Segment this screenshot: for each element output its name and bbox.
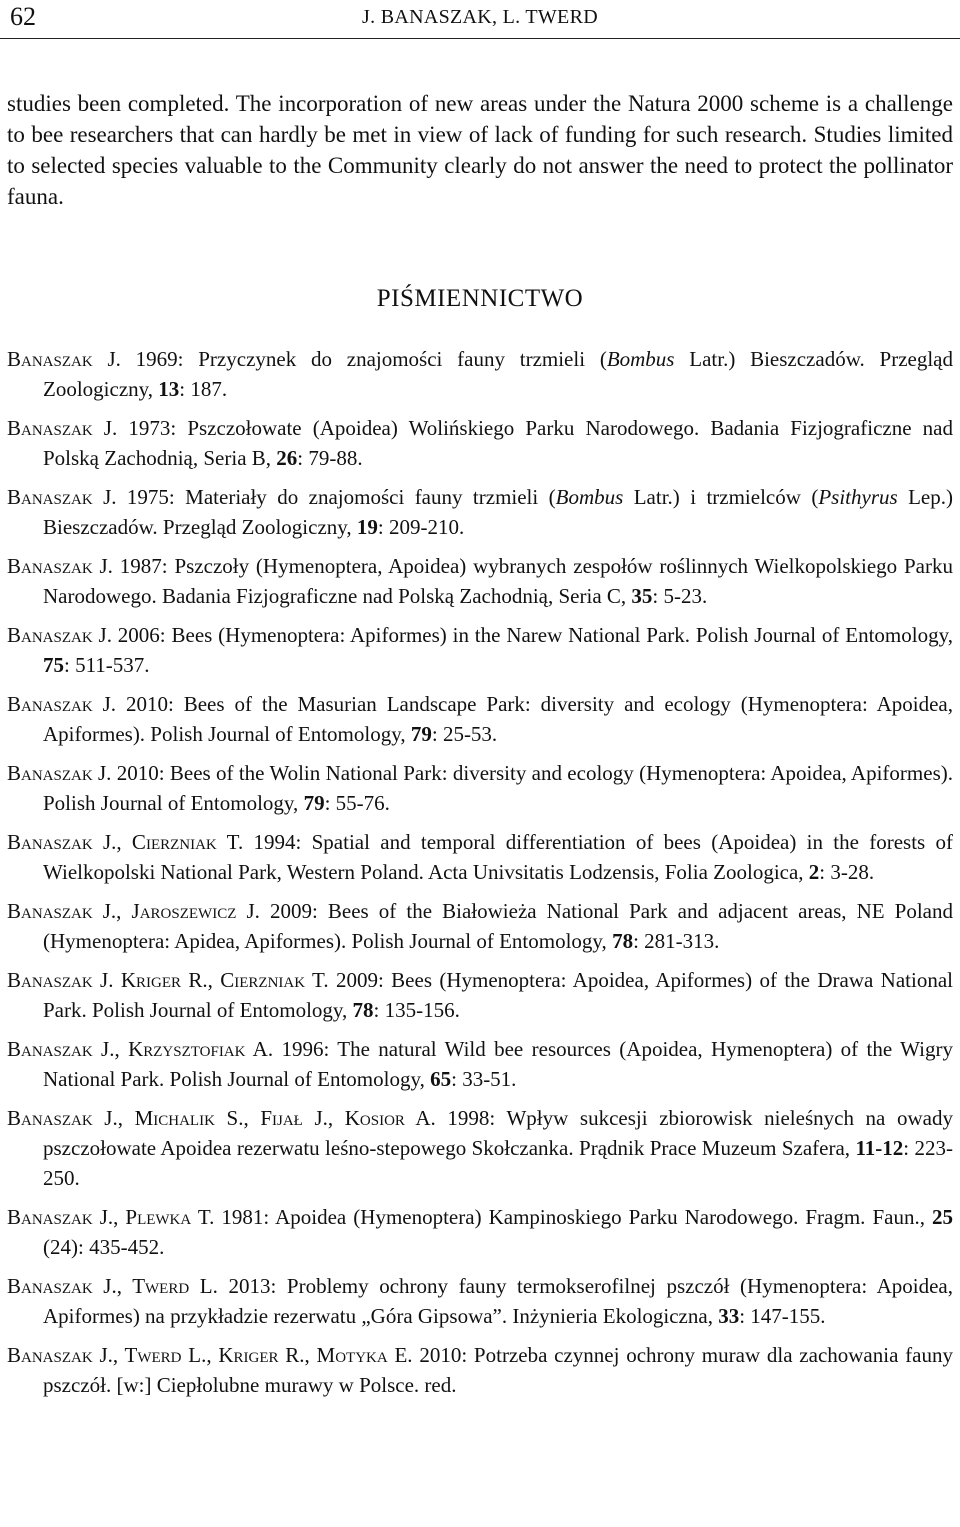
- reference-item: [7, 1034, 953, 1094]
- volume-number: 79: [410, 722, 432, 746]
- reference-text: : 5-23.: [652, 584, 708, 608]
- reference-text: : 223-250.: [43, 1136, 954, 1190]
- reference-text: 1994: Spatial and temporal differentiation of bees (Apoidea) in the forests of Wielkopolski National Park, Western Poland. Acta Univsitatis Lodzensis, Folia Zoologica,: [43, 830, 953, 884]
- reference-text: : 55-76.: [324, 791, 390, 815]
- reference-text: : 511-537.: [64, 653, 150, 677]
- reference-text: : 135-156.: [373, 998, 460, 1022]
- reference-authors: Banaszak J.: [7, 485, 117, 509]
- reference-item: [7, 482, 953, 542]
- reference-item: [7, 827, 953, 887]
- reference-item: [7, 551, 953, 611]
- reference-text: : 187.: [179, 377, 228, 401]
- volume-number: 79: [303, 791, 325, 815]
- reference-text: Lep.) Bieszczadów. Przegląd Zoologiczny,: [43, 485, 953, 539]
- reference-text: 1973: Pszczołowate (Apoidea) Wolińskiego Parku Narodowego. Badania Fizjograficzne nad Polską Zachodnią, Seria B,: [43, 416, 953, 470]
- reference-list: [7, 344, 953, 1409]
- reference-text: 2010: Potrzeba czynnej ochrony muraw dla zachowania fauny pszczół. [w:] Ciepłolubne murawy w Polsce. red.: [43, 1343, 953, 1397]
- reference-text: Latr.) i trzmielców (: [623, 485, 819, 509]
- volume-number: 78: [352, 998, 374, 1022]
- reference-item: [7, 1103, 953, 1193]
- taxon-name: Psithyrus: [818, 485, 898, 509]
- reference-item: [7, 1340, 953, 1400]
- reference-text: 2006: Bees (Hymenoptera: Apiformes) in the Narew National Park. Polish Journal of Entomology,: [111, 623, 953, 647]
- reference-text: : 147-155.: [739, 1304, 826, 1328]
- reference-item: [7, 620, 953, 680]
- taxon-name: Bombus: [555, 485, 624, 509]
- reference-item: [7, 1202, 953, 1262]
- reference-item: [7, 758, 953, 818]
- reference-item: [7, 689, 953, 749]
- reference-authors: Banaszak J., Plewka T.: [7, 1205, 215, 1229]
- volume-number: 35: [631, 584, 653, 608]
- volume-number: 75: [43, 653, 64, 677]
- volume-number: 13: [158, 377, 180, 401]
- reference-authors: Banaszak J., Twerd L., Kriger R., Motyka E.: [7, 1343, 413, 1367]
- reference-text: : 79-88.: [297, 446, 363, 470]
- reference-text: : 33-51.: [451, 1067, 517, 1091]
- reference-authors: Banaszak J., Krzysztofiak A.: [7, 1037, 274, 1061]
- reference-text: 1987: Pszczoły (Hymenoptera, Apoidea) wybranych zespołów roślinnych Wielkopolskiego Parku Narodowego. Badania Fizjograficzne nad Polską Zachodnią, Seria C,: [43, 554, 953, 608]
- volume-number: 25: [931, 1205, 953, 1229]
- reference-text: 1996: The natural Wild bee resources (Apoidea, Hymenoptera) of the Wigry National Park. Polish Journal of Entomology,: [43, 1037, 953, 1091]
- reference-item: [7, 344, 953, 404]
- running-title: J. BANASZAK, L. TWERD: [362, 6, 598, 28]
- reference-text: : 3-28.: [819, 860, 875, 884]
- intro-paragraph: studies been completed. The incorporation of new areas under the Natura 2000 scheme is a challenge to bee researchers that can hardly be met in view of lack of funding for such research. Studies limited to selected species valuable to the Community clearly do not answer the need to protect the pollinator fauna.: [7, 91, 953, 209]
- reference-text: 2013: Problemy ochrony fauny termokserofilnej pszczół (Hymenoptera: Apoidea, Apiformes) na przykładzie rezerwatu „Góra Gipsowa”. Inżynieria Ekologiczna,: [43, 1274, 954, 1328]
- reference-authors: Banaszak J., Twerd L.: [7, 1274, 218, 1298]
- reference-authors: Banaszak J., Michalik S., Fijał J., Kosior A.: [7, 1106, 436, 1130]
- reference-authors: Banaszak J.: [7, 692, 117, 716]
- reference-item: [7, 896, 953, 956]
- reference-text: 2010: Bees of the Masurian Landscape Park: diversity and ecology (Hymenoptera: Apoidea, Apiformes). Polish Journal of Entomology,: [43, 692, 953, 746]
- section-title: PIŚMIENNICTWO: [376, 285, 584, 312]
- volume-number: 26: [276, 446, 298, 470]
- reference-text: 1969: Przyczynek do znajomości fauny trzmieli (: [120, 347, 607, 371]
- volume-number: 19: [356, 515, 378, 539]
- reference-authors: Banaszak J.: [7, 623, 112, 647]
- reference-text: 2009: Bees of the Białowieża National Park and adjacent areas, NE Poland (Hymenoptera: Apidea, Apiformes). Polish Journal of Entomology,: [43, 899, 953, 953]
- volume-number: 33: [718, 1304, 740, 1328]
- reference-text: Latr.) Bieszczadów. Przegląd Zoologiczny,: [43, 347, 953, 401]
- reference-authors: Banaszak J., Cierzniak T.: [7, 830, 244, 854]
- reference-text: (24): 435-452.: [43, 1235, 165, 1259]
- volume-number: 65: [430, 1067, 452, 1091]
- reference-text: 1975: Materiały do znajomości fauny trzmieli (: [116, 485, 556, 509]
- reference-text: : 281-313.: [633, 929, 720, 953]
- reference-authors: Banaszak J.: [7, 347, 121, 371]
- page-number: 62: [10, 2, 36, 31]
- reference-item: [7, 413, 953, 473]
- volume-number: 2: [808, 860, 820, 884]
- reference-authors: Banaszak J. Kriger R., Cierzniak T.: [7, 968, 329, 992]
- reference-authors: Banaszak J., Jaroszewicz J.: [7, 899, 260, 923]
- reference-authors: Banaszak J.: [7, 554, 113, 578]
- reference-authors: Banaszak J.: [7, 761, 112, 785]
- taxon-name: Bombus: [606, 347, 675, 371]
- reference-text: 2009: Bees (Hymenoptera: Apoidea, Apiformes) of the Drawa National Park. Polish Journal of Entomology,: [43, 968, 953, 1022]
- reference-text: : 209-210.: [377, 515, 465, 539]
- reference-text: 1998: Wpływ sukcesji zbiorowisk nieleśnych na owady pszczołowate Apoidea rezerwatu leśno-stepowego Skołczanka. Prądnik Prace Muzeum Szafera,: [43, 1106, 953, 1160]
- reference-text: : 25-53.: [431, 722, 498, 746]
- reference-authors: Banaszak J.: [7, 416, 118, 440]
- page-header: [0, 0, 960, 39]
- reference-text: 1981: Apoidea (Hymenoptera) Kampinoskiego Parku Narodowego. Fragm. Faun.,: [214, 1205, 932, 1229]
- reference-item: [7, 1271, 953, 1331]
- reference-item: [7, 965, 953, 1025]
- volume-number: 11-12: [855, 1136, 904, 1160]
- volume-number: 78: [612, 929, 634, 953]
- reference-text: 2010: Bees of the Wolin National Park: diversity and ecology (Hymenoptera: Apoidea, Apiformes). Polish Journal of Entomology,: [43, 761, 953, 815]
